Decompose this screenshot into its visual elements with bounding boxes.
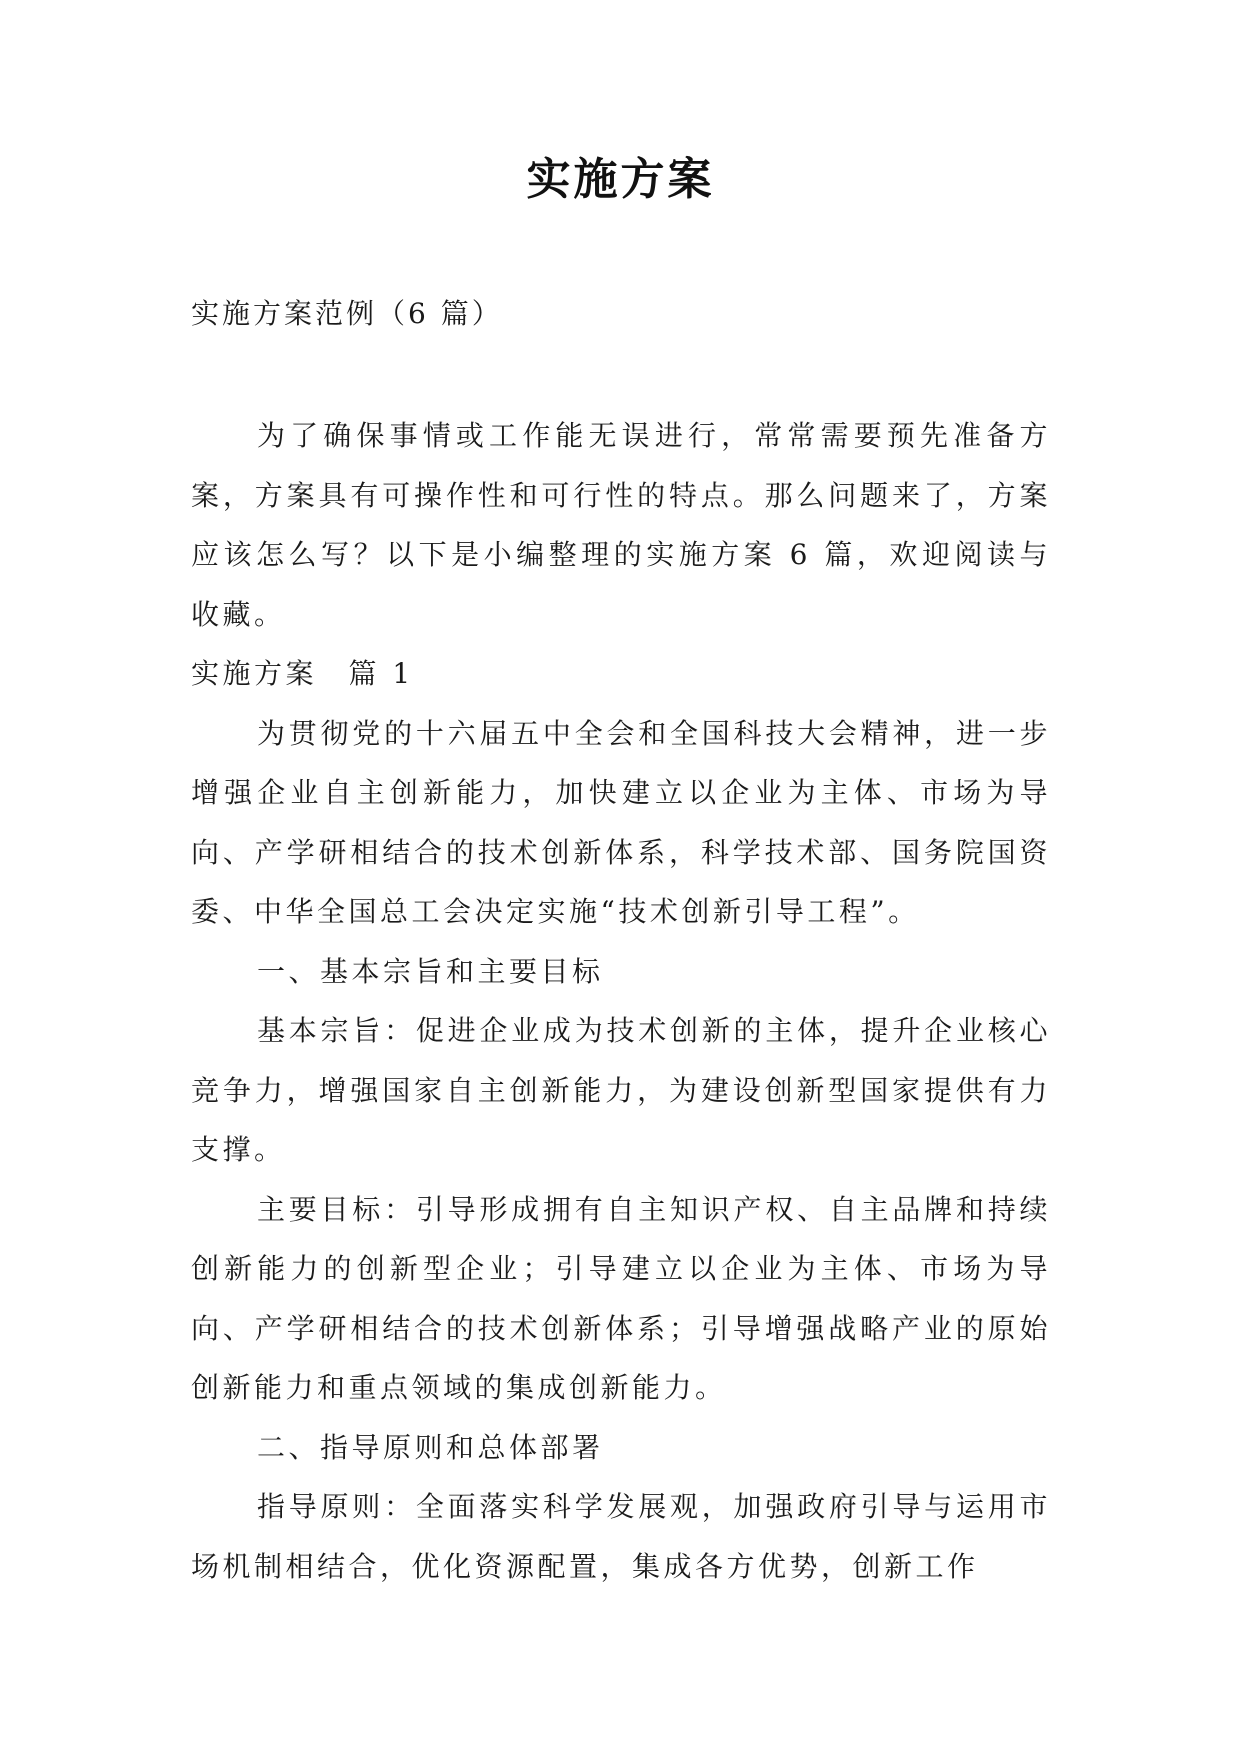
subsection-heading: 一、基本宗旨和主要目标 (257, 954, 604, 988)
body-paragraph: 指导原则：全面落实科学发展观，加强政府引导与运用市场机制相结合，优化资源配置，集成各方优势，创新工作 (191, 1490, 1051, 1583)
document-title: 实施方案 (526, 154, 715, 205)
body-paragraph: 基本宗旨：促进企业成为技术创新的主体，提升企业核心竞争力，增强国家自主创新能力，为建设创新型国家提供有力支撑。 (191, 1014, 1051, 1166)
body-paragraph: 为贯彻党的十六届五中全会和全国科技大会精神，进一步增强企业自主创新能力，加快建立以企业为主体、市场为导向、产学研相结合的技术创新体系，科学技术部、国务院国资委、中华全国总工会决定实施“技术创新引导工程”。 (191, 716, 1051, 928)
document-body (191, 406, 1051, 1596)
section-heading-part-1: 实施方案 篇 1 (191, 657, 414, 690)
body-paragraph: 主要目标：引导形成拥有自主知识产权、自主品牌和持续创新能力的创新型企业；引导建立以企业为主体、市场为导向、产学研相结合的技术创新体系；引导增强战略产业的原始创新能力和重点领域的集成创新能力。 (191, 1192, 1051, 1404)
document-subtitle: 实施方案范例（6 篇） (191, 297, 503, 330)
intro-paragraph: 为了确保事情或工作能无误进行，常常需要预先准备方案，方案具有可操作性和可行性的特点。那么问题来了，方案应该怎么写？以下是小编整理的实施方案 6 篇，欢迎阅读与收藏。 (191, 419, 1051, 631)
subsection-heading: 二、指导原则和总体部署 (257, 1430, 604, 1464)
